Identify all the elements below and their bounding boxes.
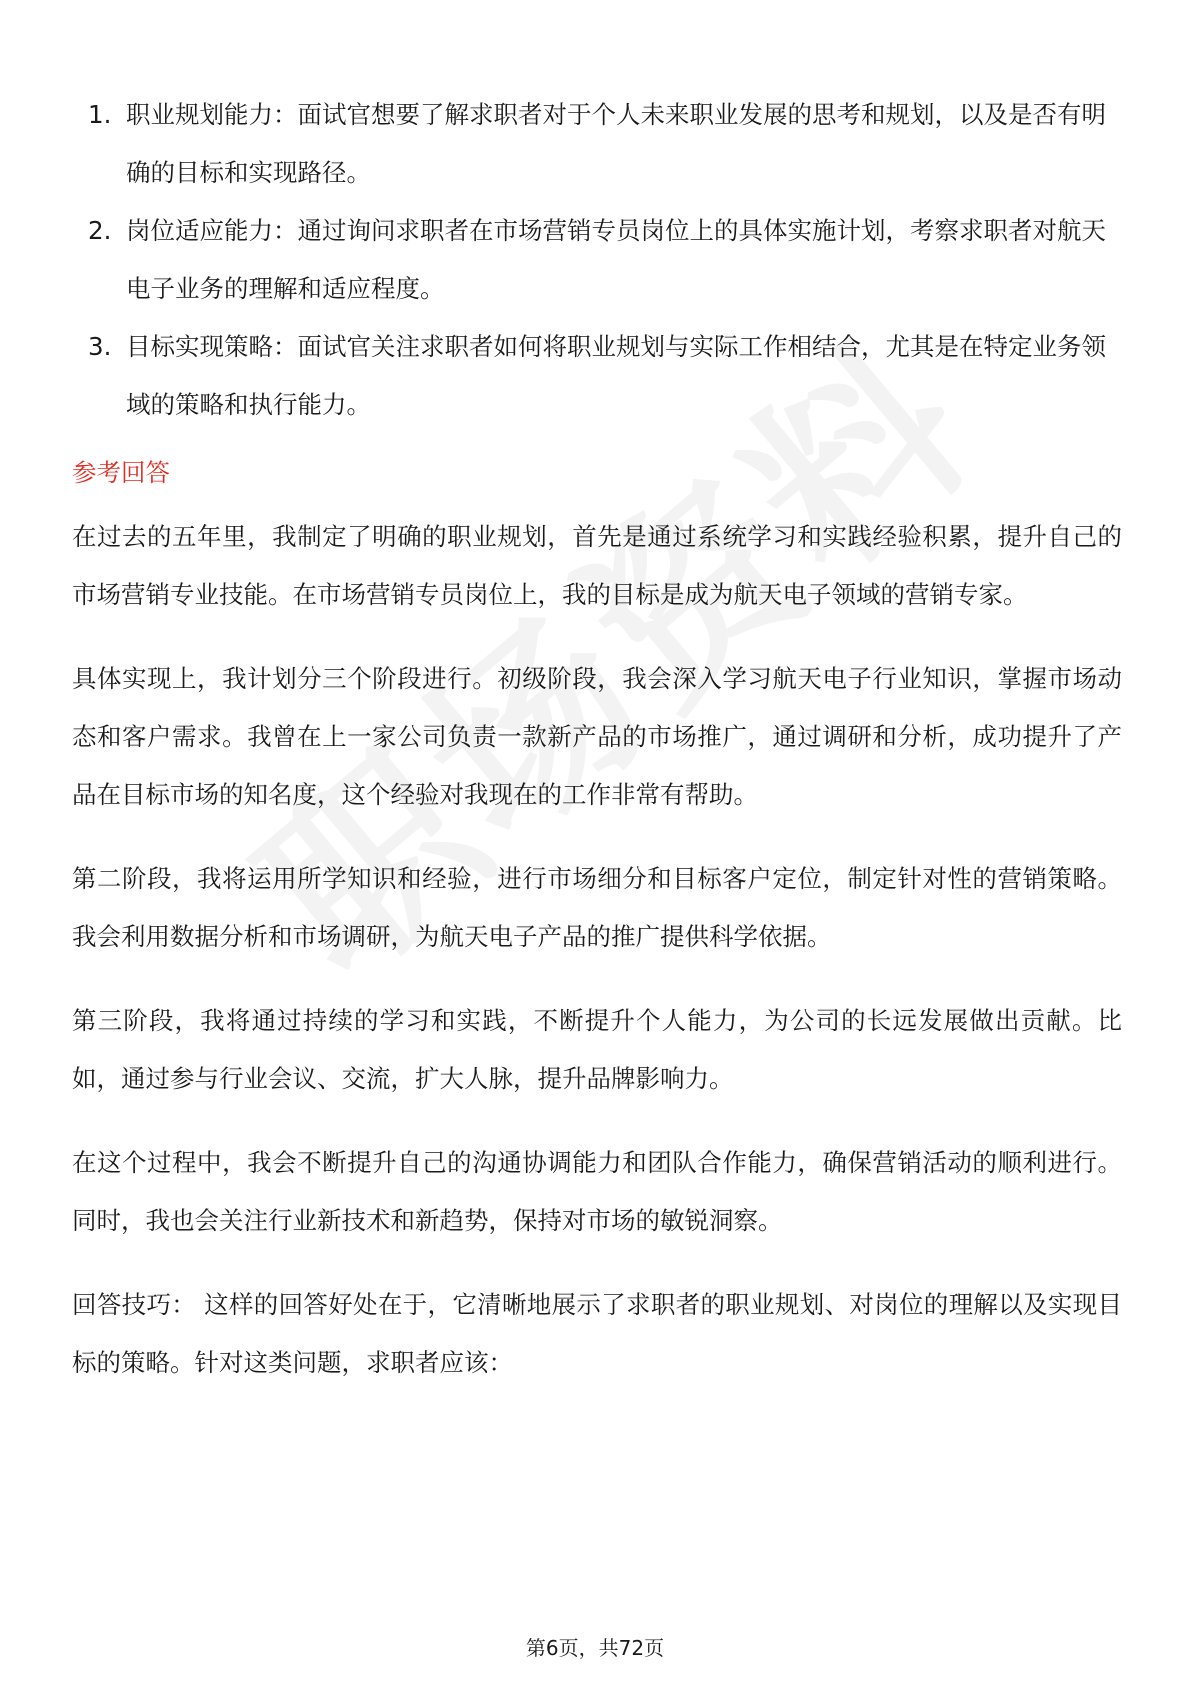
list-item-number: 3. bbox=[88, 332, 112, 361]
list-item bbox=[72, 86, 1122, 202]
list-item-text: 岗位适应能力：通过询问求职者在市场营销专员岗位上的具体实施计划，考察求职者对航天电子业务的理解和适应程度。 bbox=[126, 216, 1106, 303]
page-content bbox=[72, 86, 1122, 1418]
paragraph: 回答技巧： 这样的回答好处在于，它清晰地展示了求职者的职业规划、对岗位的理解以及实现目标的策略。针对这类问题，求职者应该： bbox=[72, 1290, 1122, 1377]
list-item-text: 职业规划能力：面试官想要了解求职者对于个人未来职业发展的思考和规划，以及是否有明确的目标和实现路径。 bbox=[126, 100, 1106, 187]
paragraph: 第三阶段，我将通过持续的学习和实践，不断提升个人能力，为公司的长远发展做出贡献。比如，通过参与行业会议、交流，扩大人脉，提升品牌影响力。 bbox=[72, 1006, 1122, 1093]
paragraph: 第二阶段，我将运用所学知识和经验，进行市场细分和目标客户定位，制定针对性的营销策略。我会利用数据分析和市场调研，为航天电子产品的推广提供科学依据。 bbox=[72, 864, 1122, 951]
list-item-number: 2. bbox=[88, 216, 112, 245]
paragraph: 在过去的五年里，我制定了明确的职业规划，首先是通过系统学习和实践经验积累，提升自己的市场营销专业技能。在市场营销专员岗位上，我的目标是成为航天电子领域的营销专家。 bbox=[72, 522, 1122, 609]
list-item-number: 1. bbox=[88, 100, 112, 129]
page-footer: 第6页，共72页 bbox=[525, 1636, 665, 1660]
key-points-list bbox=[72, 86, 1122, 434]
list-item-text: 目标实现策略：面试官关注求职者如何将职业规划与实际工作相结合，尤其是在特定业务领域的策略和执行能力。 bbox=[126, 332, 1106, 419]
paragraph: 具体实现上，我计划分三个阶段进行。初级阶段，我会深入学习航天电子行业知识，掌握市场动态和客户需求。我曾在上一家公司负责一款新产品的市场推广，通过调研和分析，成功提升了产品在目标市场的知名度，这个经验对我现在的工作非常有帮助。 bbox=[72, 664, 1122, 809]
paragraph: 在这个过程中，我会不断提升自己的沟通协调能力和团队合作能力，确保营销活动的顺利进行。同时，我也会关注行业新技术和新趋势，保持对市场的敏锐洞察。 bbox=[72, 1148, 1122, 1235]
list-item bbox=[72, 202, 1122, 318]
section-title: 参考回答 bbox=[72, 458, 170, 487]
list-item bbox=[72, 318, 1122, 434]
